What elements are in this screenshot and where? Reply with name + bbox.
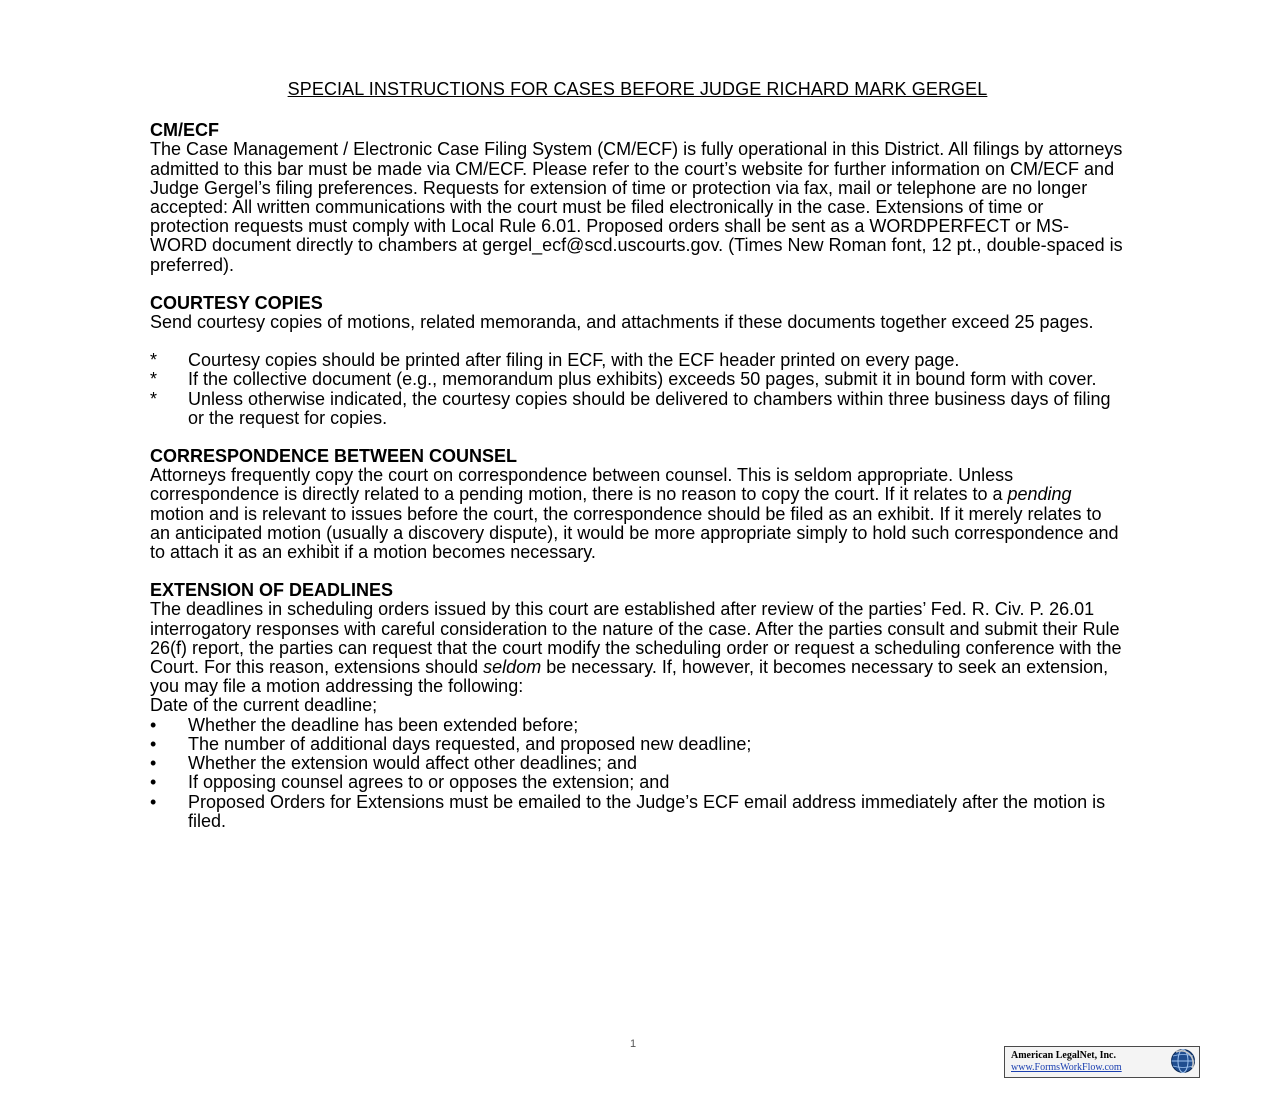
section-body-courtesy-copies: Send courtesy copies of motions, related memoranda, and attachments if these documents together exceed 25 pages.	[150, 312, 1094, 333]
section-cmecf	[150, 121, 1125, 275]
section-heading-courtesy-copies: COURTESY COPIES	[150, 292, 323, 313]
list-marker: *	[150, 388, 158, 409]
badge-company: American LegalNet, Inc.	[1011, 1050, 1116, 1061]
list-marker: •	[150, 791, 157, 812]
list-item-text: If opposing counsel agrees to or opposes the extension; and	[188, 772, 670, 793]
publisher-badge[interactable]	[1004, 1046, 1200, 1078]
list-item-text: Whether the extension would affect other deadlines; and	[188, 753, 637, 774]
list-marker: •	[150, 733, 157, 754]
section-body-extension	[150, 600, 1125, 696]
list-item	[150, 735, 1125, 754]
globe-icon	[1170, 1048, 1196, 1074]
list-item	[150, 773, 1125, 792]
list-marker: •	[150, 753, 157, 774]
section-extension-of-deadlines	[150, 581, 1125, 831]
list-marker: •	[150, 772, 157, 793]
list-item-text: Proposed Orders for Extensions must be emailed to the Judge’s ECF email address immediately after the motion is filed.	[188, 791, 1106, 831]
list-marker: *	[150, 369, 158, 390]
section-heading-correspondence: CORRESPONDENCE BETWEEN COUNSEL	[150, 446, 518, 467]
courtesy-list	[150, 351, 1125, 428]
body-text: The deadlines in scheduling orders issued by this court are established after review of the parties’ Fed. R. Civ. P. 26.01 interrogatory responses with careful consideration to the nature of the case. After the parties consult and submit their Rule 26(f) report, the parties can request that the court modify the scheduling order or request a scheduling conference with the Court. For this reason, extensions should	[150, 599, 1122, 678]
section-body-correspondence	[150, 466, 1125, 562]
list-item	[150, 370, 1125, 389]
list-item	[150, 754, 1125, 773]
list-marker: •	[150, 714, 157, 735]
extension-list	[150, 716, 1125, 831]
lead-item: Date of the current deadline;	[150, 695, 378, 716]
list-item-text: The number of additional days requested, and proposed new deadline;	[188, 733, 752, 754]
body-text: motion and is relevant to issues before the court, the correspondence should be filed as an exhibit. If it merely relates to an anticipated motion (usually a discovery dispute), it would be more appropriate simply to hold such correspondence and to attach it as an exhibit if a motion becomes necessary.	[150, 503, 1119, 563]
emphasis-text: pending	[1007, 484, 1072, 505]
list-item-text: If the collective document (e.g., memorandum plus exhibits) exceeds 50 pages, submit it in bound form with cover.	[188, 369, 1097, 390]
badge-site-link[interactable]: www.FormsWorkFlow.com	[1011, 1062, 1122, 1073]
body-text: be necessary. If, however, it becomes necessary to seek an extension, you may file a motion addressing the following:	[150, 657, 1109, 697]
list-item-text: Whether the deadline has been extended before;	[188, 714, 579, 735]
document-title: SPECIAL INSTRUCTIONS FOR CASES BEFORE JUDGE RICHARD MARK GERGEL	[287, 79, 988, 99]
document-page	[150, 80, 1125, 850]
list-item	[150, 351, 1125, 370]
section-heading-extension: EXTENSION OF DEADLINES	[150, 580, 394, 601]
list-item-text: Unless otherwise indicated, the courtesy copies should be delivered to chambers within three business days of filing or the request for copies.	[188, 388, 1111, 428]
list-item	[150, 390, 1125, 428]
section-correspondence	[150, 447, 1125, 562]
section-body-cmecf: The Case Management / Electronic Case Filing System (CM/ECF) is fully operational in this District. All filings by attorneys admitted to this bar must be made via CM/ECF. Please refer to the court’s website for further information on CM/ECF and Judge Gergel’s filing preferences. Requests for extension of time or protection via fax, mail or telephone are no longer accepted: All written communications with the court must be filed electronically in the case. Extensions of time or protection requests must comply with Local Rule 6.01. Proposed orders shall be sent as a WORDPERFECT or MS-WORD document directly to chambers at gergel_ecf@scd.uscourts.gov. (Times New Roman font, 12 pt., double-spaced is preferred).	[150, 139, 1123, 275]
emphasis-text: seldom	[483, 657, 542, 678]
list-item	[150, 716, 1125, 735]
list-marker: *	[150, 350, 158, 371]
section-courtesy-copies	[150, 294, 1125, 428]
section-heading-cmecf: CM/ECF	[150, 120, 219, 141]
list-item-text: Courtesy copies should be printed after filing in ECF, with the ECF header printed on every page.	[188, 350, 960, 371]
page-number: 1	[630, 1038, 637, 1050]
body-text: Attorneys frequently copy the court on correspondence between counsel. This is seldom appropriate. Unless correspondence is directly related to a pending motion, there is no reason to copy the court. If it relates to a	[150, 465, 1014, 505]
list-item	[150, 793, 1125, 831]
